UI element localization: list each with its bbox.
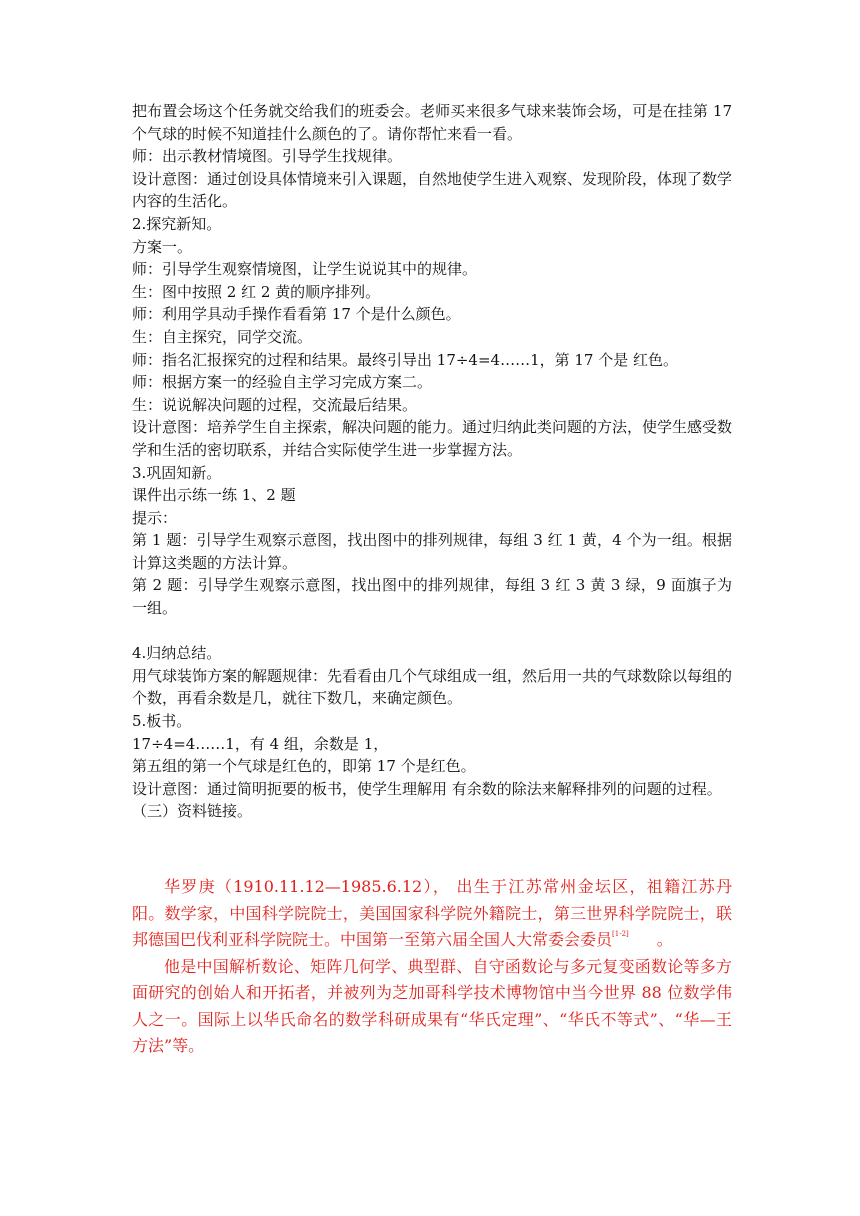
- section-heading-board: 5.板书。: [132, 712, 192, 731]
- paragraph-plan-one: 方案一。: [132, 237, 193, 256]
- paragraph-summary-rule: 用气球装饰方案的解题规律：先看看由几个气球组成一组，然后用一共的气球数除以每组的个数，再看余数是几，就往下数几，来确定颜色。: [132, 666, 733, 708]
- biography-section: [132, 874, 732, 1060]
- blank-line: [132, 620, 732, 643]
- paragraph-student-pattern: 生：图中按照 2 红 2 黄的顺序排列。: [132, 282, 381, 301]
- paragraph-question-2: 第 2 题：引导学生观察示意图，找出图中的排列规律，每组 3 红 3 黄 3 绿，9 面旗子为一组。: [132, 576, 732, 618]
- bio-paragraph-2: 他是中国解析数论、矩阵几何学、典型群、自守函数论与多元复变函数论等多方面研究的创始人和开拓者，并被列为芝加哥科学技术博物馆中当今世界 88 位数学伟人之一。国际上以华氏命名的数学科研成果有“华氏定理”、“华氏不等式”、“华—王方法”等。: [132, 956, 732, 1055]
- citation-reference[interactable]: [1-2]: [612, 930, 629, 938]
- paragraph-student-discuss: 生：说说解决问题的过程，交流最后结果。: [132, 395, 418, 414]
- bio-paragraph-1-end: 。: [656, 930, 673, 949]
- paragraph-question-1: 第 1 题：引导学生观察示意图，找出图中的排列规律，每组 3 红 1 黄，4 个为一组。根据计算这类题的方法计算。: [132, 531, 732, 572]
- paragraph-intro: 把布置会场这个任务就交给我们的班委会。老师买来很多气球来装饰会场，可是在挂第 17 个气球的时候不知道挂什么颜色的了。请你帮忙来看一看。: [132, 102, 732, 143]
- paragraph-teacher-guide: 师：引导学生观察情境图，让学生说说其中的规律。: [132, 260, 478, 279]
- lesson-plan-body: [132, 100, 732, 823]
- paragraph-design-intent-2: 设计意图：培养学生自主探索，解决问题的能力。通过归纳此类问题的方法，使学生感受数学和生活的密切联系，并结合实际使学生进一步掌握方法。: [132, 418, 733, 459]
- section-heading-resources: （三）资料链接。: [132, 802, 253, 821]
- paragraph-teacher-hands-on: 师：利用学具动手操作看看第 17 个是什么颜色。: [132, 305, 461, 324]
- paragraph-teacher-report: 师：指名汇报探究的过程和结果。最终引导出 17÷4=4……1，第 17 个是 红色。: [132, 350, 679, 369]
- bio-paragraph-1-text: 华罗庚（1910.11.12—1985.6.12）， 出生于江苏常州金坛区，祖籍江苏丹阳。数学家，中国科学院院士，美国国家科学院外籍院士，第三世界科学院院士，联邦德国巴伐利亚科学院院士。中国第一至第六届全国人大常委会委员: [132, 877, 732, 949]
- section-heading-summary: 4.归纳总结。: [132, 644, 222, 663]
- paragraph-board-conclusion: 第五组的第一个气球是红色的，即第 17 个是红色。: [132, 757, 476, 776]
- paragraph-design-intent-1: 设计意图：通过创设具体情境来引入课题，自然地使学生进入观察、发现阶段，体现了数学内容的生活化。: [132, 169, 733, 211]
- paragraph-teacher-show-figure: 师：出示教材情境图。引导学生找规律。: [132, 147, 403, 166]
- paragraph-board-equation: 17÷4=4……1，有 4 组，余数是 1，: [132, 734, 389, 753]
- section-heading-explore: 2.探究新知。: [132, 214, 222, 233]
- paragraph-design-intent-3: 设计意图：通过简明扼要的板书，使学生理解用 有余数的除法来解释排列的问题的过程。: [132, 779, 722, 798]
- paragraph-student-explore: 生：自主探究，同学交流。: [132, 327, 313, 346]
- paragraph-teacher-plan-two: 师：根据方案一的经验自主学习完成方案二。: [132, 373, 433, 392]
- section-heading-consolidate: 3.巩固知新。: [132, 463, 222, 482]
- bio-paragraph-1: [132, 874, 732, 954]
- paragraph-hint-label: 提示：: [132, 508, 178, 527]
- paragraph-courseware-exercise: 课件出示练一练 1、2 题: [132, 486, 296, 505]
